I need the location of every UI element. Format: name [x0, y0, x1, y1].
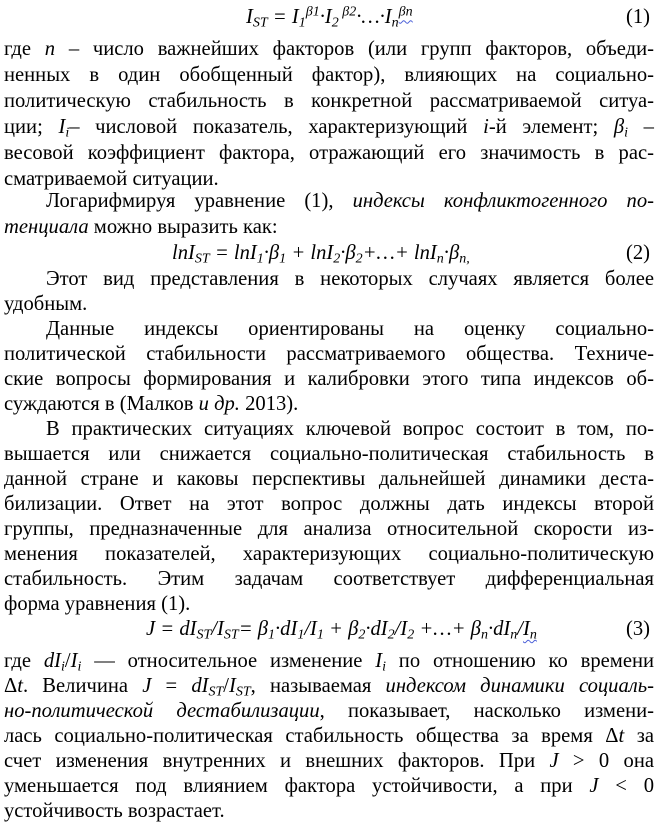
paragraph-4-line-4: суждаются в (Малков и др. 2013).	[4, 393, 299, 415]
paragraph-5-line-7: стабильность. Этим задачам соответствует дифференциальная	[4, 568, 654, 590]
paragraph-5-line-8: форма уравнения (1).	[4, 593, 191, 615]
paragraph-4-line-2: политической стабильности рассматриваемого общества. Техниче-	[4, 343, 654, 365]
paragraph-1-line-3: политическую стабильность в конкретной рассматриваемой ситуа-	[4, 90, 654, 112]
paragraph-4-line-3: ские вопросы формирования и калибровки этого типа индексов об-	[4, 368, 654, 390]
paragraph-6-line-2: Δt. Величина $J = dI_{ST}/I_{ST}$, называемая индексом динамики социаль-	[4, 675, 654, 700]
equation-1-number: (1)	[625, 6, 650, 28]
paragraph-3-line-1: Этот вид представления в некоторых случаях является более	[46, 268, 654, 290]
paragraph-6-line-4: лась социально-политическая стабильность общества за время Δt за	[4, 725, 654, 747]
equation-2	[4, 240, 654, 266]
paragraph-1-line-5: весовой коэффициент фактора, отражающий его значимость в рас-	[4, 142, 654, 164]
paragraph-5-line-2: вышается или снижается социально-политическая стабильность в	[4, 443, 654, 465]
paragraph-6-line-7: устойчивость возрастает.	[4, 800, 225, 822]
paragraph-5-line-5: группы, предназначенные для анализа относительной скорости из-	[4, 518, 654, 540]
paragraph-6-line-1: где $dI_i/I_i$ — относительное изменение $I_i$ по отношению ко времени	[4, 650, 655, 675]
paragraph-6-line-3: но-политической дестабилизации, показывает, насколько измени-	[4, 700, 655, 722]
paragraph-5-line-3: данной стране и каковы перспективы дальнейшей динамики деста-	[4, 468, 654, 490]
paragraph-1-line-2: ненных в один обобщенный фактор), влияющих на социально-	[4, 64, 654, 86]
equation-3	[4, 616, 654, 642]
equation-2-number: (2)	[625, 242, 650, 264]
paragraph-3-line-2: удобным.	[4, 293, 88, 315]
paragraph-1-line-1: где n – число важнейших факторов (или групп факторов, объеди-	[4, 38, 655, 60]
paragraph-1-line-6: сматриваемой ситуации.	[4, 168, 219, 190]
equation-1	[4, 4, 654, 30]
paragraph-5-line-1: В практических ситуациях ключевой вопрос состоит в том, по-	[46, 418, 654, 440]
equation-2-formula: $\ln I_{ST} = \ln I_1\cdot\beta_1$ + $\ln I_2\cdot\beta_2+\dots+ \ln I_n\cdot\beta_{n,}$	[172, 242, 470, 267]
paragraph-5-line-4: билизации. Ответ на этот вопрос должны дать индексы второй	[4, 493, 654, 515]
equation-3-formula: $J = dI_{ST}/I_{ST}= \beta_1\cdot dI_1/I_1 + \beta_2\cdot dI_2/I_2$ +…+ $\beta_n\cdot dI_n/I_n$	[146, 618, 537, 643]
paragraph-1-line-4: ции; $I_i-$ числовой показатель, характеризующий i-й элемент; $\beta_i$ –	[4, 116, 654, 141]
paragraph-2-line-1: Логарифмируя уравнение (1), индексы конфликтогенного по-	[46, 190, 654, 212]
equation-1-formula: $I_{ST} = I_1^{\beta 1}\cdot I_2$ $^{\beta 2}\cdot\dots\cdot I_n^{\beta n}$	[246, 4, 413, 31]
paragraph-6-line-6: уменьшается под влиянием фактора устойчивости, а при J < 0	[4, 775, 654, 797]
paragraph-6-line-5: счет изменения внутренних и внешних факторов. При J > 0 она	[4, 750, 654, 772]
paragraph-2-line-2: тенциала можно выразить как:	[4, 216, 278, 238]
paragraph-4-line-1: Данные индексы ориентированы на оценку социально-	[46, 318, 654, 340]
equation-3-number: (3)	[625, 618, 650, 640]
paragraph-5-line-6: менения показателей, характеризующих социально-политическую	[4, 543, 654, 565]
